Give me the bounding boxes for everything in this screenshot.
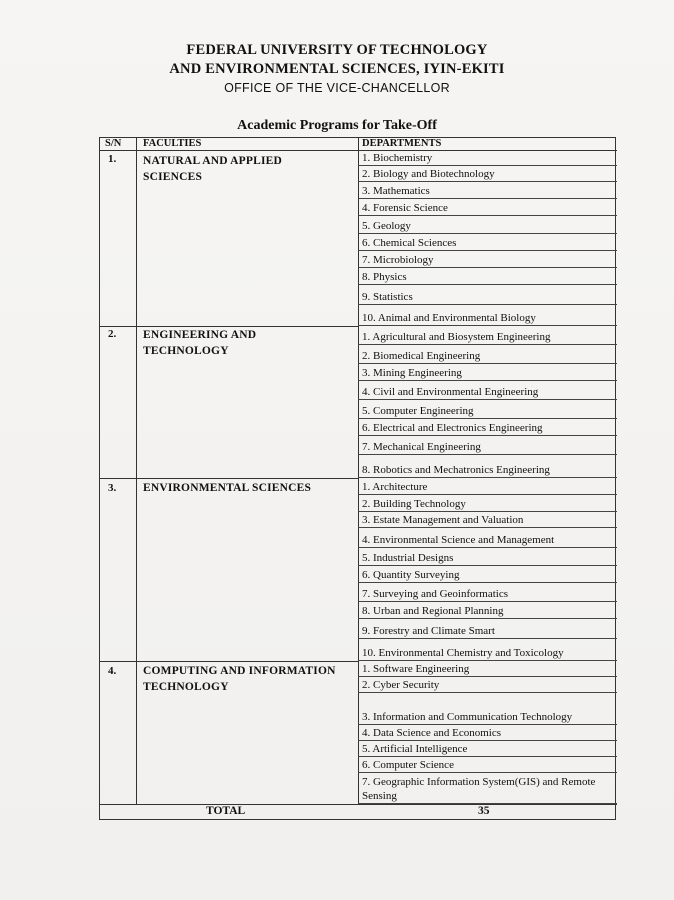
department-row	[358, 166, 617, 182]
department-name: 8. Urban and Regional Planning	[362, 605, 504, 617]
department-row	[358, 661, 617, 677]
department-row	[358, 419, 617, 436]
programs-table	[99, 137, 616, 820]
total-value: 35	[478, 805, 490, 817]
department-row	[358, 326, 617, 345]
department-name: 2. Biomedical Engineering	[362, 350, 481, 362]
department-row	[358, 495, 617, 512]
department-row	[358, 693, 617, 725]
department-row	[358, 602, 617, 619]
department-row	[358, 619, 617, 639]
department-name: 9. Forestry and Climate Smart	[362, 625, 495, 637]
faculty-name: COMPUTING AND INFORMATION TECHNOLOGY	[143, 665, 336, 693]
department-row	[358, 512, 617, 528]
department-row	[358, 478, 617, 495]
department-name: 7. Surveying and Geoinformatics	[362, 588, 509, 600]
department-name: 7. Geographic Information System(GIS) and Remote Sensing	[362, 776, 596, 802]
department-row	[358, 305, 617, 326]
department-row	[358, 741, 617, 757]
department-name: 7. Mechanical Engineering	[362, 441, 481, 453]
department-row	[358, 583, 617, 602]
department-row	[358, 381, 617, 400]
department-row	[358, 677, 617, 693]
department-row	[358, 199, 617, 216]
department-name: 4. Civil and Environmental Engineering	[362, 386, 539, 398]
department-name: 2. Biology and Biotechnology	[362, 168, 495, 180]
document-title: Academic Programs for Take-Off	[237, 118, 437, 133]
department-name: 5. Geology	[362, 220, 411, 232]
department-row	[358, 345, 617, 364]
office-title: OFFICE OF THE VICE-CHANCELLOR	[224, 81, 450, 95]
department-row	[358, 639, 617, 661]
department-row	[358, 151, 617, 166]
faculty-name: ENVIRONMENTAL SCIENCES	[143, 482, 312, 494]
department-name: 5. Computer Engineering	[362, 405, 474, 417]
department-name: 6. Electrical and Electronics Engineering	[362, 422, 543, 434]
faculty-name: ENGINEERING AND TECHNOLOGY	[143, 329, 257, 357]
faculty-sn: 2.	[108, 328, 117, 340]
department-row	[358, 251, 617, 268]
department-row	[358, 364, 617, 381]
department-row	[358, 757, 617, 773]
department-name: 5. Industrial Designs	[362, 552, 454, 564]
department-name: 9. Statistics	[362, 291, 413, 303]
department-name: 6. Quantity Surveying	[362, 569, 460, 581]
department-row	[358, 548, 617, 566]
department-name: 10. Animal and Environmental Biology	[362, 312, 536, 324]
department-name: 6. Computer Science	[362, 759, 454, 771]
total-divider	[100, 804, 617, 805]
department-row	[358, 400, 617, 419]
department-name: 1. Architecture	[362, 481, 428, 493]
department-name: 6. Chemical Sciences	[362, 237, 457, 249]
department-row	[358, 436, 617, 455]
department-name: 2. Building Technology	[362, 498, 466, 510]
department-row	[358, 528, 617, 548]
department-name: 1. Agricultural and Biosystem Engineering	[362, 331, 551, 343]
department-name: 4. Data Science and Economics	[362, 727, 501, 739]
faculty-sn: 4.	[108, 665, 117, 677]
faculty-divider	[100, 478, 358, 479]
faculty-divider	[100, 661, 358, 662]
department-row	[358, 566, 617, 583]
header-faculties: FACULTIES	[143, 138, 202, 149]
department-name: 1. Biochemistry	[362, 152, 433, 164]
department-name: 8. Physics	[362, 271, 407, 283]
department-row	[358, 234, 617, 251]
total-label: TOTAL	[206, 805, 246, 817]
department-row	[358, 773, 617, 804]
department-row	[358, 455, 617, 478]
department-name: 4. Environmental Science and Management	[362, 534, 555, 546]
faculty-sn: 3.	[108, 482, 117, 494]
department-name: 10. Environmental Chemistry and Toxicology	[362, 647, 564, 659]
department-row	[358, 216, 617, 234]
faculty-name: NATURAL AND APPLIED SCIENCES	[143, 155, 283, 183]
department-name: 3. Mining Engineering	[362, 367, 462, 379]
department-row	[358, 268, 617, 285]
department-name: 7. Microbiology	[362, 254, 434, 266]
column-divider-sn	[136, 138, 137, 804]
department-name: 5. Artificial Intelligence	[362, 743, 468, 755]
header-departments: DEPARTMENTS	[362, 138, 442, 149]
university-name-line1: FEDERAL UNIVERSITY OF TECHNOLOGY	[186, 42, 488, 58]
header-sn: S/N	[105, 138, 122, 149]
department-name: 8. Robotics and Mechatronics Engineering	[362, 464, 550, 476]
department-name: 2. Cyber Security	[362, 679, 440, 691]
department-row	[358, 725, 617, 741]
faculty-sn: 1.	[108, 153, 117, 165]
department-name: 3. Information and Communication Technology	[362, 711, 573, 723]
department-name: 3. Mathematics	[362, 185, 430, 197]
department-row	[358, 182, 617, 199]
university-name-line2: AND ENVIRONMENTAL SCIENCES, IYIN-EKITI	[169, 61, 505, 77]
department-name: 4. Forensic Science	[362, 202, 448, 214]
department-row	[358, 285, 617, 305]
department-name: 3. Estate Management and Valuation	[362, 514, 524, 526]
department-name: 1. Software Engineering	[362, 663, 470, 675]
